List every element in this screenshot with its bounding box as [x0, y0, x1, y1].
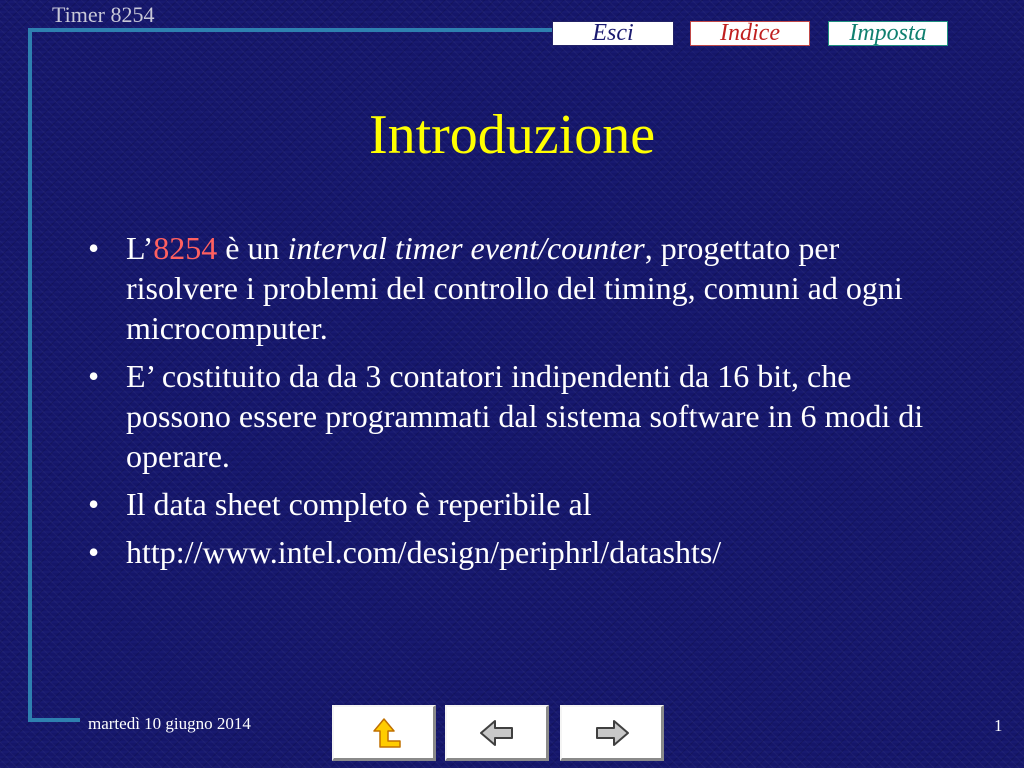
frame-top-line — [28, 28, 552, 32]
bullet-text: Il data sheet completo è reperibile al — [126, 486, 592, 522]
bullet-item — [84, 484, 944, 524]
left-arrow-icon — [477, 718, 517, 748]
bullet-item — [84, 228, 944, 348]
bullet-text: E’ costituito da da 3 contatori indipendenti da 16 bit, che possono essere programmati dal sistema software in 6 modi di operare. — [126, 358, 924, 474]
frame-bottom-line — [28, 718, 80, 722]
bullet-item — [84, 356, 944, 476]
esci-button[interactable]: Esci — [552, 21, 674, 46]
bullet-dot: • — [88, 358, 100, 394]
bullet-list — [84, 228, 944, 580]
indice-button[interactable]: Indice — [690, 21, 810, 46]
footer-date: martedì 10 giugno 2014 — [88, 714, 251, 733]
bullet-item — [84, 532, 944, 572]
bullet-dot: • — [88, 230, 100, 266]
imposta-button[interactable]: Imposta — [828, 21, 948, 46]
next-button[interactable] — [560, 705, 664, 761]
up-button[interactable] — [332, 705, 436, 761]
slide-title: Introduzione — [368, 104, 656, 166]
datasheet-link[interactable]: http://www.intel.com/design/periphrl/datashts/ — [126, 534, 722, 570]
bullet-text: , progettato per risolvere i problemi del controllo del timing, comuni ad ogni microcomputer. — [126, 230, 903, 346]
right-arrow-icon — [592, 718, 632, 748]
slide-number: 1 — [994, 716, 1003, 735]
bullet-dot: • — [88, 486, 100, 522]
bullet-text: è un — [217, 230, 288, 266]
bullet-dot: • — [88, 534, 100, 570]
previous-button[interactable] — [445, 705, 549, 761]
bullet-italic-text: interval timer event/counter — [287, 230, 645, 266]
bullet-prefix: L’ — [126, 230, 154, 266]
up-arrow-icon — [364, 715, 404, 751]
chip-number-highlight: 8254 — [153, 230, 218, 266]
presentation-title: Timer 8254 — [52, 2, 155, 27]
